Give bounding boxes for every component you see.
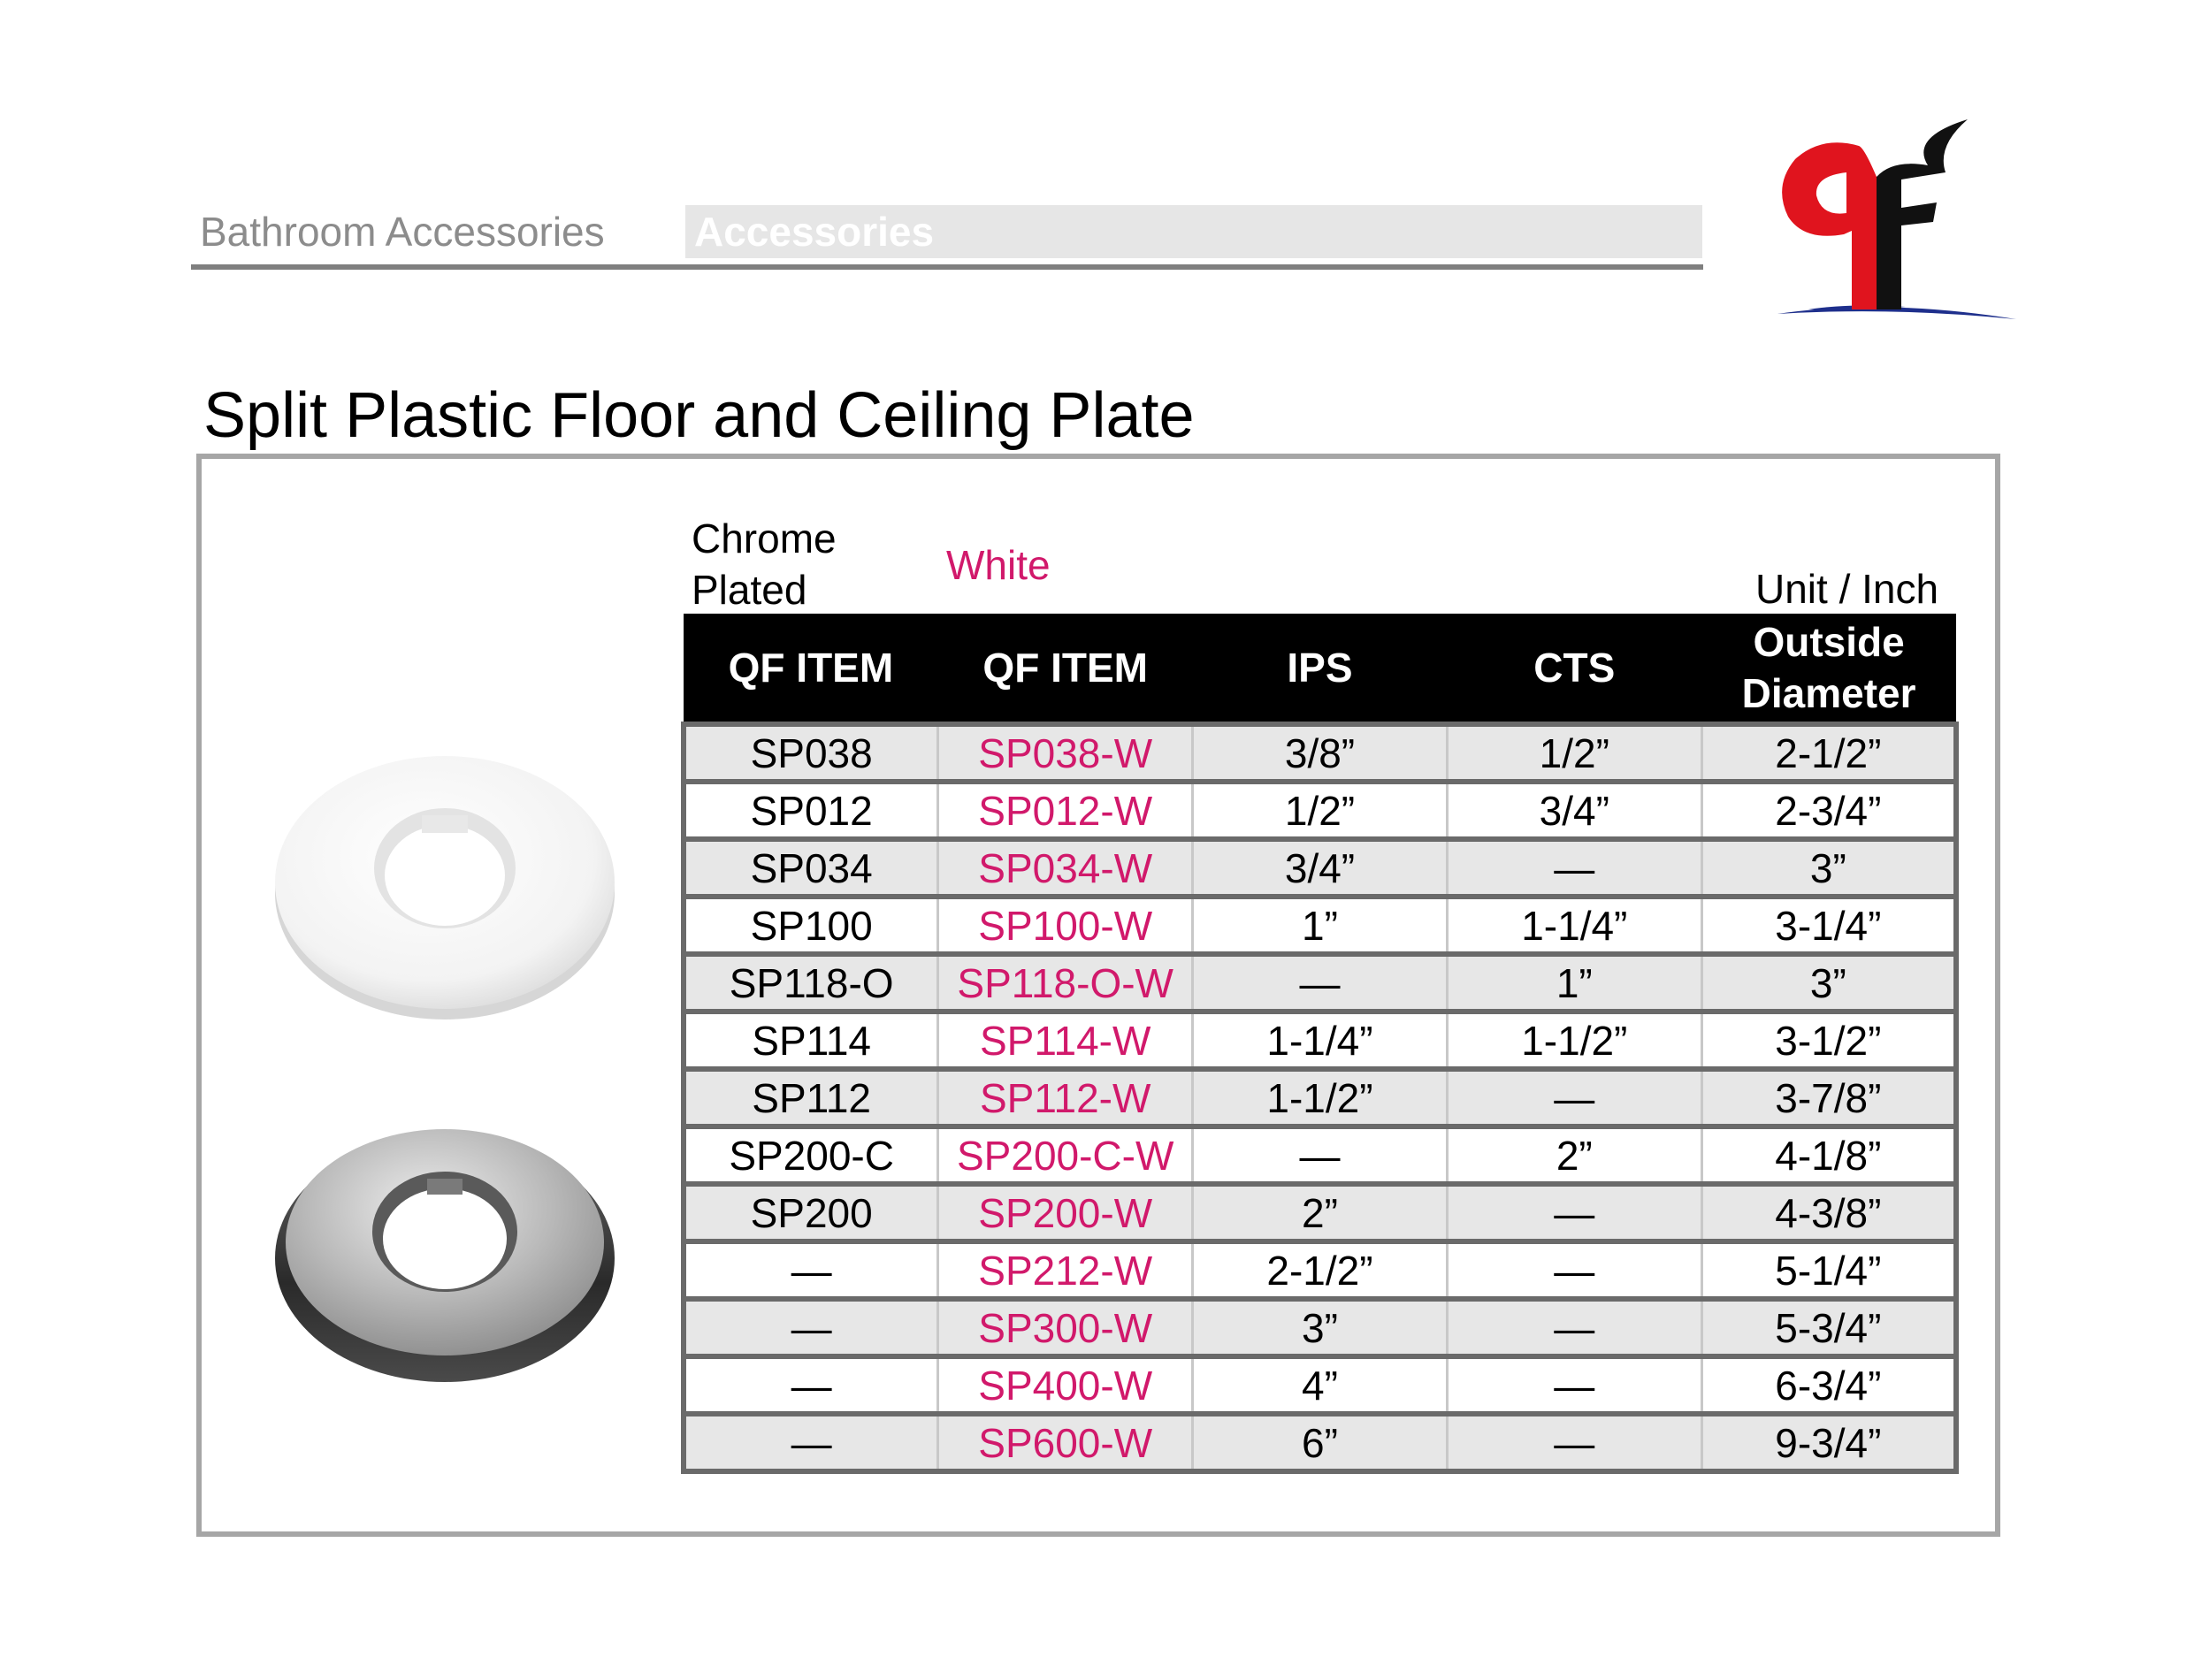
cell-cts: — — [1447, 839, 1701, 897]
column-header-cts: CTS — [1447, 614, 1701, 724]
cell-ips: 1-1/2” — [1193, 1069, 1448, 1126]
cell-outside-diameter: 5-1/4” — [1701, 1241, 1956, 1299]
table-row — [684, 897, 1956, 954]
cell-outside-diameter: 3-1/4” — [1701, 897, 1956, 954]
cell-ips: 4” — [1193, 1356, 1448, 1414]
cell-chrome-item: SP012 — [684, 782, 938, 839]
cell-cts: — — [1447, 1414, 1701, 1471]
cell-ips: — — [1193, 954, 1448, 1012]
cell-cts: 2” — [1447, 1126, 1701, 1184]
table-row — [684, 1414, 1956, 1471]
cell-ips: 3/8” — [1193, 724, 1448, 782]
cell-outside-diameter: 3-7/8” — [1701, 1069, 1956, 1126]
cell-chrome-item: SP112 — [684, 1069, 938, 1126]
cell-chrome-item: — — [684, 1241, 938, 1299]
table-row — [684, 954, 1956, 1012]
cell-cts: — — [1447, 1241, 1701, 1299]
cell-outside-diameter: 5-3/4” — [1701, 1299, 1956, 1356]
cell-ips: 3/4” — [1193, 839, 1448, 897]
cell-cts: 1” — [1447, 954, 1701, 1012]
cell-white-item: SP200-W — [938, 1184, 1193, 1241]
cell-chrome-item: SP034 — [684, 839, 938, 897]
cell-white-item: SP118-O-W — [938, 954, 1193, 1012]
spec-table — [681, 614, 1959, 1474]
column-header-outside-diameter: Outside Diameter — [1701, 614, 1956, 724]
cell-cts: — — [1447, 1184, 1701, 1241]
cell-outside-diameter: 2-1/2” — [1701, 724, 1956, 782]
unit-label: Unit / Inch — [1755, 566, 1939, 612]
cell-outside-diameter: 3” — [1701, 954, 1956, 1012]
cell-chrome-item: SP118-O — [684, 954, 938, 1012]
cell-cts: — — [1447, 1299, 1701, 1356]
cell-cts: 3/4” — [1447, 782, 1701, 839]
section-tab — [685, 205, 1702, 258]
cell-ips: 2-1/2” — [1193, 1241, 1448, 1299]
cell-white-item: SP400-W — [938, 1356, 1193, 1414]
table-row — [684, 1356, 1956, 1414]
white-label: White — [946, 542, 1051, 588]
cell-cts: — — [1447, 1356, 1701, 1414]
cell-cts: — — [1447, 1069, 1701, 1126]
table-header-row — [684, 614, 1956, 724]
cell-outside-diameter: 2-3/4” — [1701, 782, 1956, 839]
column-header-white-item: QF ITEM — [938, 614, 1193, 724]
company-logo — [1760, 111, 2016, 354]
cell-ips: 6” — [1193, 1414, 1448, 1471]
cell-chrome-item: SP100 — [684, 897, 938, 954]
cell-ips: 2” — [1193, 1184, 1448, 1241]
cell-white-item: SP200-C-W — [938, 1126, 1193, 1184]
cell-chrome-item: SP200 — [684, 1184, 938, 1241]
cell-ips: 1” — [1193, 897, 1448, 954]
cell-white-item: SP114-W — [938, 1012, 1193, 1069]
cell-ips: 1/2” — [1193, 782, 1448, 839]
white-plate-image — [270, 734, 623, 1026]
cell-outside-diameter: 3-1/2” — [1701, 1012, 1956, 1069]
cell-outside-diameter: 3” — [1701, 839, 1956, 897]
table-row — [684, 1184, 1956, 1241]
cell-white-item: SP038-W — [938, 724, 1193, 782]
cell-cts: 1-1/2” — [1447, 1012, 1701, 1069]
cell-white-item: SP034-W — [938, 839, 1193, 897]
cell-outside-diameter: 4-1/8” — [1701, 1126, 1956, 1184]
cell-ips: — — [1193, 1126, 1448, 1184]
header-divider — [191, 264, 1703, 270]
cell-white-item: SP012-W — [938, 782, 1193, 839]
cell-chrome-item: — — [684, 1414, 938, 1471]
cell-ips: 1-1/4” — [1193, 1012, 1448, 1069]
cell-cts: 1/2” — [1447, 724, 1701, 782]
cell-cts: 1-1/4” — [1447, 897, 1701, 954]
cell-white-item: SP300-W — [938, 1299, 1193, 1356]
cell-white-item: SP600-W — [938, 1414, 1193, 1471]
column-header-chrome-item: QF ITEM — [684, 614, 938, 724]
section-tab-label: Accessories — [694, 209, 935, 255]
table-row — [684, 782, 1956, 839]
cell-chrome-item: — — [684, 1356, 938, 1414]
cell-white-item: SP100-W — [938, 897, 1193, 954]
cell-outside-diameter: 9-3/4” — [1701, 1414, 1956, 1471]
table-row — [684, 1126, 1956, 1184]
chrome-plated-label: Chrome Plated — [692, 515, 837, 613]
category-label: Bathroom Accessories — [200, 209, 605, 255]
table-row — [684, 839, 1956, 897]
table-row — [684, 1069, 1956, 1126]
column-header-ips: IPS — [1193, 614, 1448, 724]
table-row — [684, 1299, 1956, 1356]
table-row — [684, 1241, 1956, 1299]
cell-outside-diameter: 6-3/4” — [1701, 1356, 1956, 1414]
cell-chrome-item: SP114 — [684, 1012, 938, 1069]
chrome-plate-image — [270, 1101, 623, 1393]
table-row — [684, 1012, 1956, 1069]
cell-white-item: SP112-W — [938, 1069, 1193, 1126]
cell-chrome-item: — — [684, 1299, 938, 1356]
cell-chrome-item: SP038 — [684, 724, 938, 782]
cell-ips: 3” — [1193, 1299, 1448, 1356]
page-title: Split Plastic Floor and Ceiling Plate — [203, 380, 1195, 451]
cell-outside-diameter: 4-3/8” — [1701, 1184, 1956, 1241]
cell-chrome-item: SP200-C — [684, 1126, 938, 1184]
cell-white-item: SP212-W — [938, 1241, 1193, 1299]
table-row — [684, 724, 1956, 782]
